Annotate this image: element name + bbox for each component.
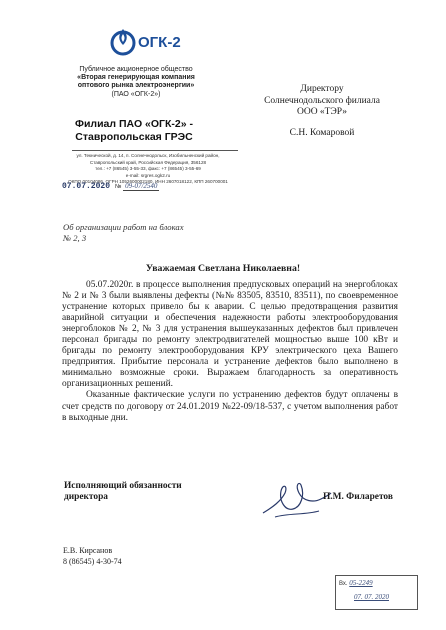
letterhead-divider [72,150,238,151]
greeting: Уважаемая Светлана Николаевна! [145,263,301,274]
address-line: Ставропольский край, Российская Федерация, 356128 [89,159,207,165]
recipient-name: С.Н. Комаровой [289,128,355,138]
incoming-stamp-date-row [354,593,389,601]
organization-block [52,66,220,99]
address-line: тел.: +7 (86545) 3-55-33, факс: +7 (86545) 3-55-69 [95,166,201,172]
incoming-stamp [335,575,418,610]
address-line: ОКПО 00104086, ОГРН 1052600002180, ИНН 2607018122, КПП 260700001 [68,179,228,185]
signatory-title [64,481,182,503]
executor-phone: 8 (86545) 4-30-74 [63,556,122,566]
gazprom-flame-logo-icon [108,26,138,56]
recipient-line: ООО «ТЭР» [296,107,348,117]
address-line: ул. Текнической, д. 14, п. Солнечнодольск, Изобильненский район, [76,153,220,158]
org-line: Публичное акционерное общество [79,66,193,73]
org-line: (ПАО «ОГК-2») [111,90,161,98]
body-paragraph: 05.07.2020г. в процессе выполнения предпусковых операций на энергоблоках № 2 и № 3 были выявлены дефекты (№№ 83505, 83510, 83511), по своевременное устранение которых привело бы к аварии. С целью предотвращения развития аварийной ситуации и обеспечения надежности работы электрооборудования энергоблоков № 2, № 3 для устранения вышеуказанных дефектов был привлечен персонал бригады по ремонту электродвигателей мощностью выше 100 кВт и бригады по ремонту электрооборудования КРУ электрического цеха Вашего предприятия. Прибытие персонала и устранение дефектов было выполнено в минимально возможные сроки. Выражаем благодарность за оперативность организационных решений. [62,280,398,390]
letter-body [62,280,398,424]
subject-line [63,222,184,244]
incoming-number: 05-2249 [349,579,373,587]
filial-title [46,118,222,144]
executor-name: Е.В. Кирсанов [63,546,113,555]
recipient-line: Директору [300,84,344,94]
subject-text: № 2, 3 [63,233,87,243]
address-line: e-mail: srgres.ogk2.ru [125,172,171,178]
incoming-date: 07. 07. 2020 [354,593,389,601]
logo-text: ОГК-2 [138,34,181,51]
signatory-title-line: директора [64,492,108,502]
signatory-name: П.М. Филаретов [323,492,393,502]
incoming-stamp-number-row [339,579,373,587]
registration-number-label: № [115,184,122,190]
registration-number: 09-07/2540 [125,182,158,190]
recipient-block [238,84,406,119]
filial-line: Филиал ПАО «ОГК-2» - [74,118,193,130]
executor-block [63,546,122,567]
body-paragraph: Оказанные фактические услуги по устранению дефектов будут оплачены в счет средств по договору от 24.01.2019 №22-09/18-537, с учетом выполнения работ в выходные дни. [62,390,398,423]
org-line: «Вторая генерирующая компания [77,74,195,82]
registration-line [62,182,159,191]
subject-text: Об организации работ на блоках [63,222,184,232]
signatory-title-line: Исполняющий обязанности [64,481,182,491]
recipient-line: Солнечнодольского филиала [264,95,380,106]
registration-date: 07.07.2020 [62,182,111,191]
filial-line: Ставропольская ГРЭС [75,131,193,143]
incoming-number-label: Вх. [339,581,348,587]
org-line: оптового рынка электроэнергии» [77,82,195,90]
